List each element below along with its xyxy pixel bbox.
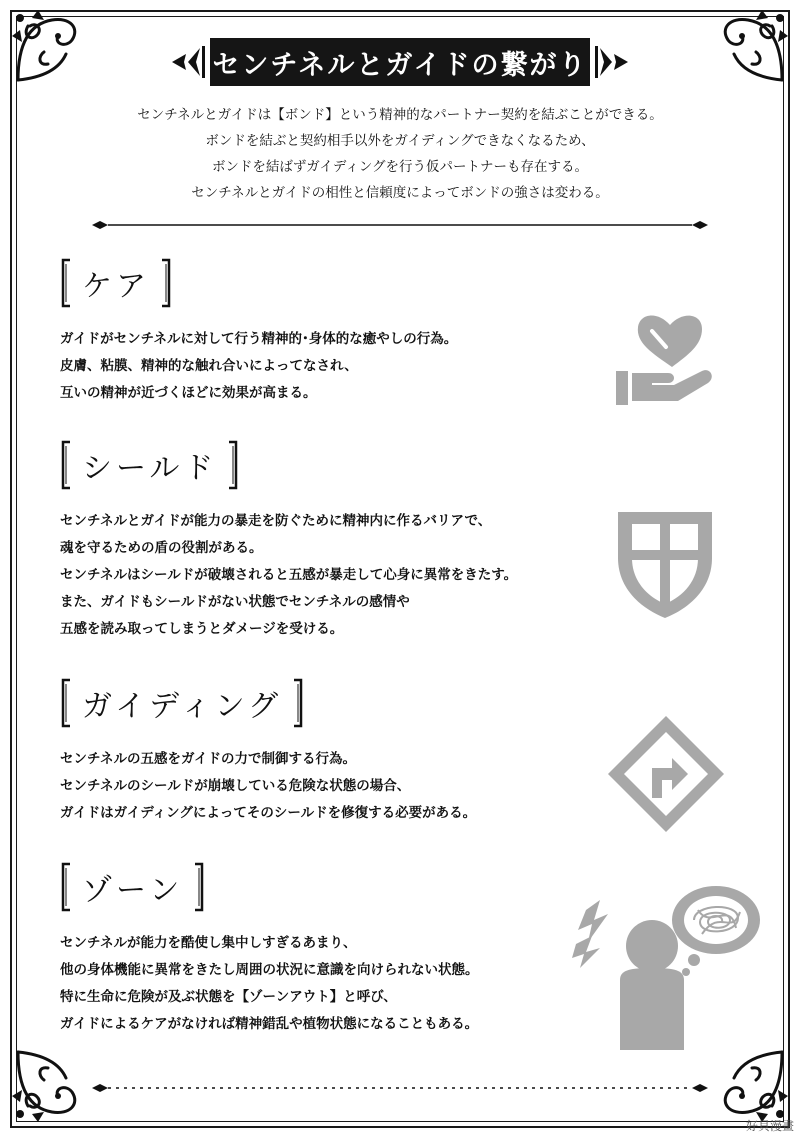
section-line: ガイドはガイディングによってそのシールドを修復する必要がある。 <box>60 805 477 821</box>
section-heading-label: ケア <box>82 269 150 304</box>
top-divider <box>92 220 708 230</box>
intro-line: ボンドを結ばずガイディングを行う仮パートナーも存在する。 <box>211 159 589 175</box>
title-ornament-left-icon <box>170 42 210 82</box>
bottom-divider <box>92 1083 708 1093</box>
title-banner <box>170 34 630 90</box>
section-line: ガイドがセンチネルに対して行う精神的･身体的な癒やしの行為。 <box>60 331 458 347</box>
section-line: 魂を守るための盾の役割がある。 <box>60 540 263 556</box>
section-line: センチネルが能力を酷使し集中しすぎるあまり、 <box>60 935 357 951</box>
section-line: センチネルのシールドが崩壊している危険な状態の場合、 <box>60 778 411 794</box>
section-line: センチネルとガイドが能力の暴走を防ぐために精神内に作るバリアで、 <box>60 513 492 529</box>
section-guiding <box>60 678 620 827</box>
section-heading <box>60 258 172 308</box>
section-heading-label: ゾーン <box>82 873 184 908</box>
section-line: 皮膚、粘膜、精神的な触れ合いによってなされ、 <box>60 358 358 374</box>
road-sign-icon <box>604 712 728 836</box>
page-title: センチネルとガイドの繋がり <box>210 38 590 86</box>
section-line: 五感を読み取ってしまうとダメージを受ける。 <box>60 621 344 637</box>
ornament-icon <box>8 6 92 90</box>
confused-person-icon <box>570 880 770 1050</box>
section-heading-label: シールド <box>82 451 218 486</box>
section-heading-label: ガイディング <box>82 689 283 724</box>
shield-icon <box>614 508 716 622</box>
intro-line: センチネルとガイドは【ボンド】という精神的なパートナー契約を結ぶことができる。 <box>137 107 663 123</box>
section-heading <box>60 862 205 912</box>
title-ornament-right-icon <box>590 42 630 82</box>
watermark: 好貝漫畫 <box>745 1119 794 1133</box>
section-heading <box>60 678 304 728</box>
section-line: 互いの精神が近づくほどに効果が高まる。 <box>60 385 317 401</box>
section-line: ガイドによるケアがなければ精神錯乱や植物状態になることもある。 <box>60 1016 479 1032</box>
intro-line: センチネルとガイドの相性と信頼度によってボンドの強さは変わる。 <box>191 185 609 201</box>
corner-ornament-bottom-right <box>708 1042 792 1126</box>
section-heading <box>60 440 239 490</box>
ornament-icon <box>708 1042 792 1126</box>
heart-hand-icon <box>612 305 716 409</box>
corner-ornament-top-left <box>8 6 92 90</box>
ornament-icon <box>8 1042 92 1126</box>
section-zone <box>60 862 620 1038</box>
section-line: また、ガイドもシールドがない状態でセンチネルの感情や <box>60 594 410 610</box>
ornament-icon <box>708 6 792 90</box>
corner-ornament-top-right <box>708 6 792 90</box>
intro-line: ボンドを結ぶと契約相手以外をガイディングできなくなるため、 <box>205 133 595 149</box>
corner-ornament-bottom-left <box>8 1042 92 1126</box>
section-line: 特に生命に危険が及ぶ状態を【ゾーンアウト】と呼び、 <box>60 989 397 1005</box>
section-line: センチネルの五感をガイドの力で制御する行為。 <box>60 751 357 767</box>
section-line: センチネルはシールドが破壊されると五感が暴走して心身に異常をきたす。 <box>60 567 518 583</box>
section-care <box>60 258 620 407</box>
section-line: 他の身体機能に異常をきたし周囲の状況に意識を向けられない状態。 <box>60 962 479 978</box>
intro-text <box>60 102 740 206</box>
section-shield <box>60 440 620 643</box>
